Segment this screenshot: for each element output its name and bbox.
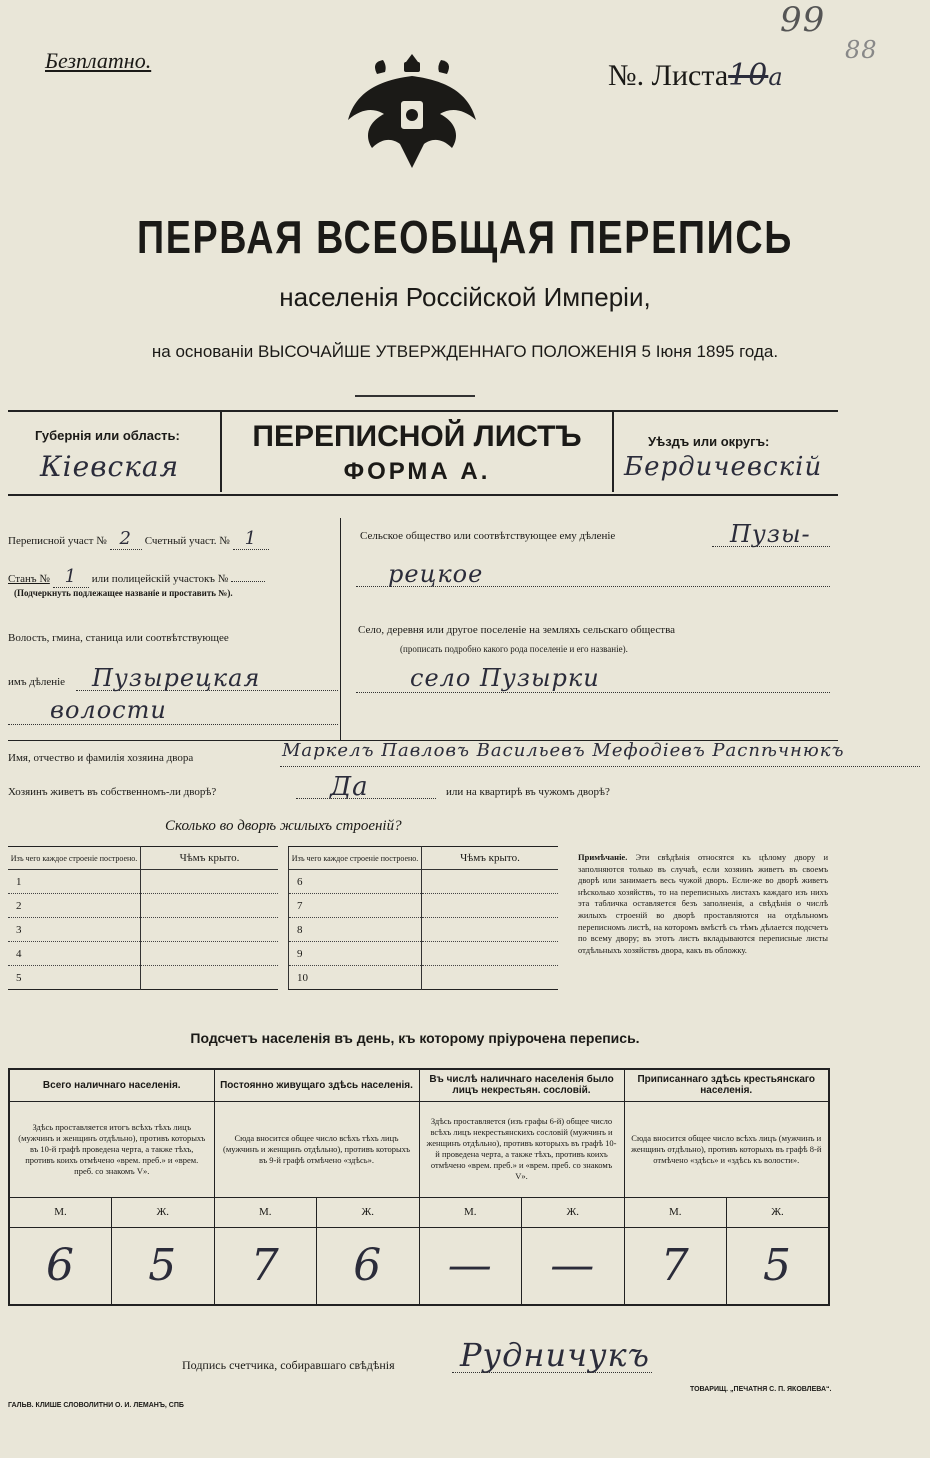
count-value-male: 6 [9,1227,112,1305]
form-sheet-title: ПЕРЕПИСНОЙ ЛИСТЪ [252,420,582,453]
owner-lives-label: Хозяинъ живетъ въ собственномъ-ли дворѣ? [8,786,217,798]
owner-apartment-label: или на квартирѣ въ чужомъ дворѣ? [446,786,610,798]
society-value: Пузы- [730,520,811,548]
female-label: Ж. [112,1197,215,1227]
volost-value-2: волости [50,696,167,724]
title-basis: на основаніи ВЫСОЧАЙШЕ УТВЕРЖДЕННАГО ПОЛОЖЕНІЯ 5 Іюня 1895 года. [151,342,779,361]
roof-header-2: Чѣмъ крыто. [422,847,559,870]
volost-label: Волость, гмина, станица или соотвѣтствующее [8,632,229,644]
gubernia-label: Губернія или область: [35,428,180,443]
male-label: М. [624,1197,727,1227]
population-count-table [8,1068,830,1306]
male-label: М. [214,1197,317,1227]
volost-line-2 [8,724,338,725]
count-value-female: 6 [317,1227,420,1305]
count-value-female: 5 [727,1227,830,1305]
table-row: 7 [289,894,559,918]
count-value-female: — [522,1227,625,1305]
table-row: 9 [289,942,559,966]
count-value-male: 7 [624,1227,727,1305]
free-label: Безплатно. [45,48,152,73]
roof-header: Чѣмъ крыто. [141,847,279,870]
village-note: (прописать подробно какого рода поселеніе и его названіе). [400,644,628,654]
underline-note: (Подчеркнуть подлежащее названіе и проставить №). [14,588,233,598]
double-headed-eagle-emblem [342,50,482,172]
table-row: 2 [8,894,278,918]
count-col-desc: Здѣсь проставляется итогъ всѣхъ тѣхъ лицъ (мужчинъ и женщинъ отдѣльно), противъ которыхъ въ 10-й графѣ проведена черта, а также тѣхъ, противъ коихъ отмѣчено «врем. преб.» и «врем. преб. со знакомъ V». [9,1101,214,1197]
table-row: 10 [289,966,559,990]
society-label: Сельское общество или соотвѣтствующее ему дѣленіе [360,530,616,542]
signature-line [452,1372,652,1373]
village-label: Село, деревня или другое поселеніе на земляхъ сельскаго общества [358,624,676,636]
male-label: М. [9,1197,112,1227]
female-label: Ж. [317,1197,420,1227]
count-col-desc: Здѣсь проставляется (изъ графы 6-й) общее число всѣхъ лицъ некрестьянскихъ сословій (мужчинъ и женщинъ отдѣльно), противъ которыхъ въ графѣ 10-й проведена черта, а также тѣхъ, противъ коихъ отмѣчено «врем. преб.» и «врем. преб. со знакомъ V». [419,1101,624,1197]
buildings-table-left [8,846,278,990]
buildings-question: Сколько во дворѣ жилыхъ строеній? [165,818,402,834]
count-value-female: 5 [112,1227,215,1305]
perepis-uchast-row [8,528,338,549]
title-subtitle: населенія Россійской Имперіи, [279,282,651,312]
table-row: 8 [289,918,559,942]
count-col-head: Постоянно живущаго здѣсь населенія. [214,1069,419,1101]
society-value-2: рецкое [388,560,484,588]
count-value-male: 7 [214,1227,317,1305]
count-col-desc: Сюда вносится общее число всѣхъ тѣхъ лицъ (мужчинъ и женщинъ отдѣльно), противъ которыхъ въ 9-й графѣ отмѣчено «здѣсь». [214,1101,419,1197]
count-col-head: Всего наличнаго населенія. [9,1069,214,1101]
owner-name-line [280,766,920,767]
count-col-head: Приписаннаго здѣсь крестьянскаго населенія. [624,1069,829,1101]
table-row: 6 [289,870,559,894]
female-label: Ж. [522,1197,625,1227]
table-row: 3 [8,918,278,942]
society-line [712,546,830,547]
perepis-uchast-value: 2 [110,528,142,550]
schet-uchast-value: 1 [233,528,269,550]
left-right-divider [340,518,341,740]
table-row: 1 [8,870,278,894]
village-line [356,692,830,693]
ornament-divider [355,395,475,397]
form-name: ФОРМА А. [343,458,491,485]
uezd-label: Уѣздъ или округъ: [648,434,770,449]
volost-value: Пузырецкая [92,664,261,692]
sheet-label-text: №. Листа [608,59,729,92]
stan-label: Станъ № [8,573,50,585]
note-title: Примѣчаніе. [578,852,628,862]
table-row: 4 [8,942,278,966]
stan-value: 1 [53,566,89,588]
police-label: или полицейскій участокъ № [91,573,229,585]
male-label: М. [419,1197,522,1227]
society-line-2 [356,586,830,587]
note-block [578,852,828,956]
count-col-head: Въ числѣ наличнаго населенія было лицъ некрестьян. сословій. [419,1069,624,1101]
table-row: 5 [8,966,278,990]
printer-left: ГАЛЬВ. КЛИШЕ СЛОВОЛИТНИ О. И. ЛЕМАНЪ, СПБ [8,1402,184,1409]
sheet-number-label [608,58,784,93]
page-title: ПЕРВАЯ ВСЕОБЩАЯ ПЕРЕПИСЬ [136,211,794,263]
corner-number-1: 99 [780,0,826,40]
printer-right: ТОВАРИЩ. „ПЕЧАТНЯ С. П. ЯКОВЛЕВА“. [690,1386,832,1393]
village-value: село Пузырки [410,664,600,692]
owner-name-value: Маркелъ Павловъ Васильевъ Мефодіевъ Распѣчнюкъ [282,740,845,761]
sheet-suffix-hand: а [768,63,784,91]
sheet-number-hand: 10 [728,58,769,93]
perepis-uchast-label: Переписной участ № [8,535,107,547]
stan-row [8,566,338,587]
buildings-table-right [288,846,558,990]
count-col-desc: Сюда вносится общее число всѣхъ лицъ (мужчинъ и женщинъ отдѣльно), противъ которыхъ въ графѣ 8-й отмѣчено «здѣсь» и «здѣсь къ волости». [624,1101,829,1197]
corner-number-2: 88 [845,36,878,64]
note-text: Эти свѣдѣнія относятся къ цѣлому двору и заполняются только въ случаѣ, если хозяинъ живетъ въ своемъ дворѣ или занимаетъ весь чужой дворъ. Если-же во дворѣ живетъ нѣсколько хозяйствъ, то на переписныхъ листахъ каждаго изъ нихъ эта табличка оставляется безъ заполненія, а свѣдѣнія о числѣ жилыхъ строеній во дворѣ проставляются на отдѣльномъ переписномъ листѣ, на которомъ вмѣстѣ съ тѣмъ дѣлается подсчетъ по всему двору; въ этотъ листъ вкладываются переписные листы отдѣльныхъ хозяйствъ двора, какъ въ обложку. [578,852,829,955]
owner-lives-value: Да [330,772,369,802]
building-material-header-2: Изъ чего каждое строеніе построено. [289,847,422,870]
owner-name-label: Имя, отчество и фамилія хозяина двора [8,752,194,764]
female-label: Ж. [727,1197,830,1227]
building-material-header: Изъ чего каждое строеніе построено. [8,847,141,870]
gubernia-value: Кіевская [40,450,180,483]
volost-label-2: имъ дѣленіе [8,676,66,688]
owner-lives-line [296,798,436,799]
count-value-male: — [419,1227,522,1305]
uezd-value: Бердичевскій [624,452,823,482]
schet-uchast-label: Счетный участ. № [144,535,230,547]
count-section-title: Подсчетъ населенія въ день, къ которому пріурочена перепись. [190,1030,640,1046]
signature-value: Рудничукъ [460,1336,650,1374]
signature-label: Подпись счетчика, собиравшаго свѣдѣнія [182,1358,395,1372]
